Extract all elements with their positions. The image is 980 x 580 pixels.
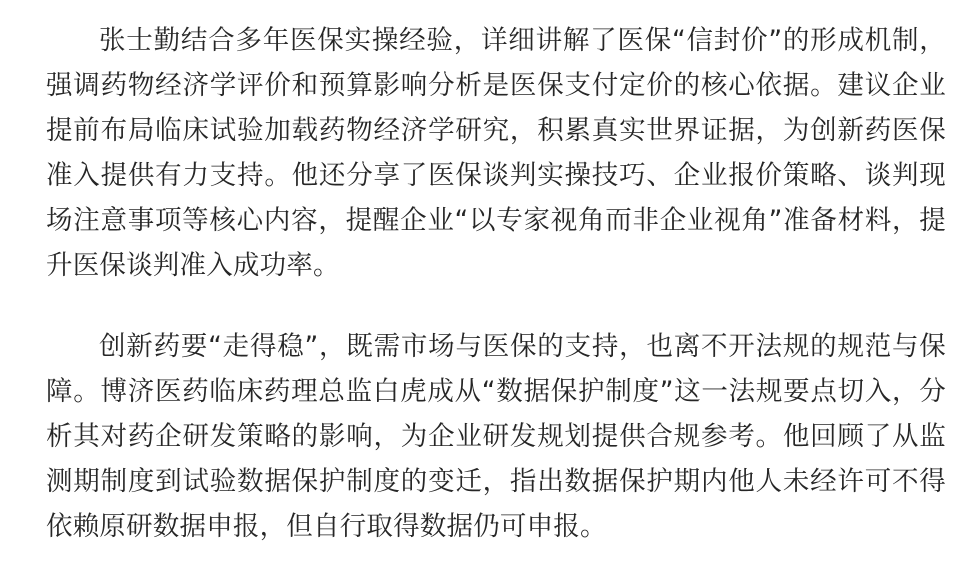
paragraph-1: 张士勤结合多年医保实操经验，详细讲解了医保“信封价”的形成机制，强调药物经济学评价和预算影响分析是医保支付定价的核心依据。建议企业提前布局临床试验加载药物经济学研究，积累真实世界证据，为创新药医保准入提供有力支持。他还分享了医保谈判实操技巧、企业报价策略、谈判现场注意事项等核心内容，提醒企业“以专家视角而非企业视角”准备材料，提升医保谈判准入成功率。 bbox=[46, 25, 946, 281]
paragraph-2: 创新药要“走得稳”，既需市场与医保的支持，也离不开法规的规范与保障。博济医药临床药理总监白虎成从“数据保护制度”这一法规要点切入，分析其对药企研发策略的影响，为企业研发规划提供合规参考。他回顾了从监测期制度到试验数据保护制度的变迁，指出数据保护期内他人未经许可不得依赖原研数据申报，但自行取得数据仍可申报。 bbox=[46, 331, 946, 542]
